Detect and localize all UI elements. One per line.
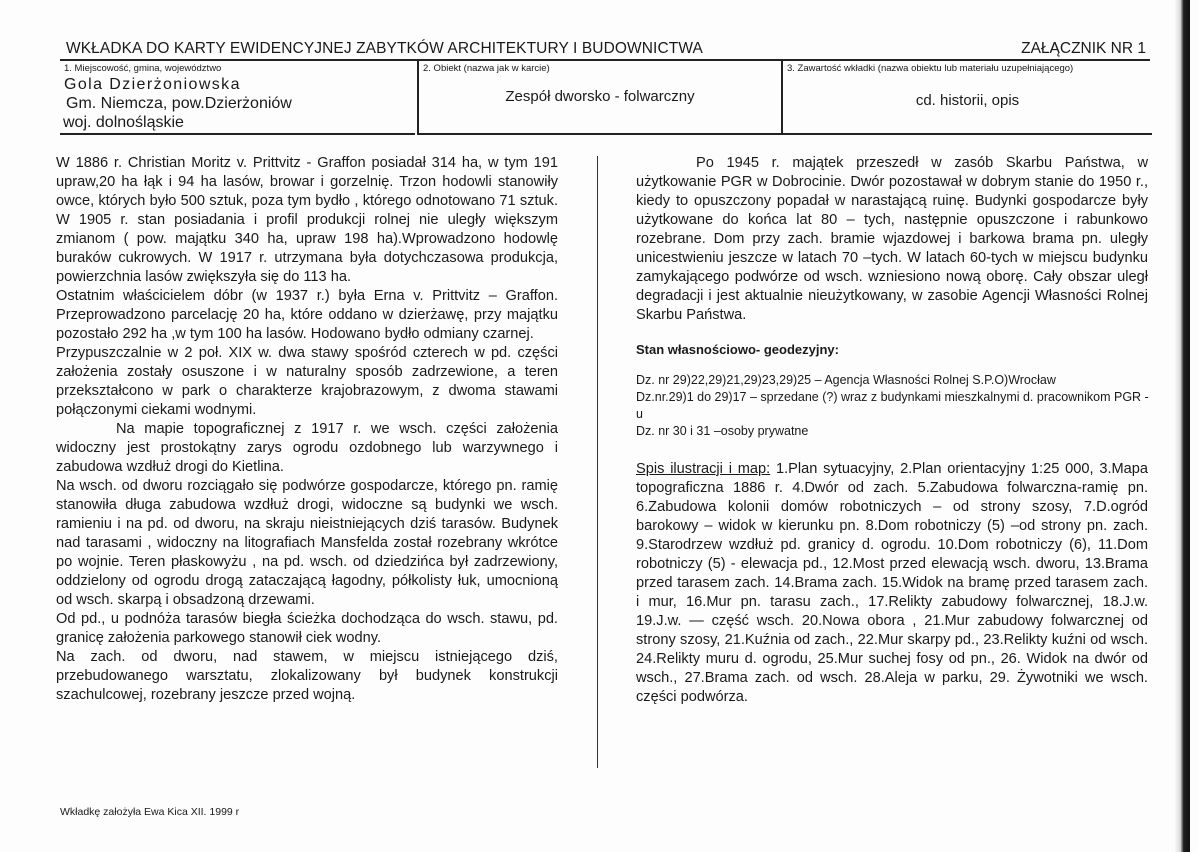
- location-label: 1. Miejscowość, gmina, województwo: [64, 63, 222, 74]
- history-column-right: [636, 154, 1148, 325]
- illustrations-list: [636, 460, 1148, 707]
- history-paragraph: Przypuszczalnie w 2 poł. XIX w. dwa stawy spośród czterech w pd. części założenia zostały osuszone i w naturalny sposób zadrzewione, a teren przekształcono w park o charakterze krajobrazowym, z dwoma stawami połączonymi ciekami wodnymi.: [56, 345, 558, 418]
- illustrations-heading: Spis ilustracji i map:: [636, 461, 771, 477]
- form-title: WKŁADKA DO KARTY EWIDENCYJNEJ ZABYTKÓW ARCHITEKTURY I BUDOWNICTWA: [66, 40, 703, 57]
- illustrations-text: 1.Plan sytuacyjny, 2.Plan orientacyjny 1:25 000, 3.Mapa topograficzna 1886 r. 4.Dwór od zach. 5.Zabudowa folwarczna-ramię pn. 6.Zabudowa kolonii domów robotniczych – od strony szosy, 7.D.ogród barokowy – widok w kierunku pn. 8.Dom robotniczy (5) –od strony pn. zach. 9.Starodrzew wzdłuż pd. granicy d. ogrodu. 10.Dom robotniczy (6), 11.Dom robotniczy (5) - elewacja pd., 12.Most przed elewacją wsch. dworu, 13.Brama przed tarasem zach. 14.Brama zach. 15.Widok na bramę przed tarasem zach. i mur, 16.Mur pn. tarasu zach., 17.Relikty zabudowy folwarcznej, 18.J.w. 19.J.w. — część wsch. 20.Nowa obora , 21.Mur zabudowy folwarcznej od strony szosy, 21.Kuźnia od zach., 22.Mur skarpy pd., 23.Relikty kuźni od wsch. 24.Relikty muru d. ogrodu, 25.Mur suchej fosy od pn., 26. Widok na dwór od wsch., 27.Brama zach. od wsch. 28.Aleja w parku, 29. Żywotniki we wsch. części podwórza.: [636, 461, 1149, 705]
- content-label: 3. Zawartość wkładki (nazwa obiektu lub materiału uzupełniającego): [787, 63, 1074, 74]
- ownership-line: Dz.nr.29)1 do 29)17 – sprzedane (?) wraz z budynkami mieszkalnymi d. pracownikom PGR - u: [636, 390, 1149, 421]
- location-voivodeship: woj. dolnośląskie: [63, 114, 184, 131]
- history-paragraph: Na mapie topograficznej z 1917 r. we wsch. części założenia widoczny jest prostokątny zarys ogrodu ozdobnego lub warzywnego i zabudowa wzdłuż drogi do Kietlina.: [56, 421, 558, 475]
- history-paragraph: Ostatnim właścicielem dóbr (w 1937 r.) była Erna v. Prittvitz – Graffon. Przeprowadzono parcelację 20 ha, które oddano w dzierżawę, przy majątku pozostało 292 ha ,w tym 100 ha lasów. Hodowano bydło odmiany czarnej.: [56, 288, 558, 342]
- column-divider: [597, 156, 598, 768]
- scan-edge: [1174, 0, 1190, 852]
- location-commune: Gm. Niemcza, pow.Dzierżoniów: [66, 95, 292, 112]
- object-label: 2. Obiekt (nazwa jak w karcie): [423, 63, 550, 74]
- annex-number: ZAŁĄCZNIK NR 1: [1021, 40, 1146, 57]
- author-footer: Wkładkę założyła Ewa Kica XII. 1999 r: [60, 806, 240, 818]
- ownership-list: [636, 372, 1150, 440]
- history-paragraph: Od pd., u podnóża tarasów biegła ścieżka dochodząca do wsch. stawu, pd. granicę założenia parkowego stanowił ciek wodny.: [56, 611, 558, 646]
- location-place: Gola Dzierżoniowska: [64, 76, 241, 93]
- content-box: [781, 61, 1152, 135]
- history-column-left: [56, 154, 558, 705]
- history-paragraph: W 1886 r. Christian Moritz v. Prittvitz - Graffon posiadał 314 ha, w tym 191 upraw,20 ha łąk i 94 ha lasów, browar i gorzelnię. Trzon hodowli stanowiły owce, których było 500 sztuk, poza tym bydło , którego odnotowano 71 sztuk. W 1905 r. stan posiadania i profil produkcji rolnej nie uległy większym zmianom ( pow. majątku 340 ha, upraw 198 ha).Wprowadzono hodowlę buraków cukrowych. W 1917 r. utrzymana była dotychczasowa produkcja, powierzchnia lasów zwiększyła się do 113 ha.: [56, 155, 558, 285]
- ownership-line: Dz. nr 30 i 31 –osoby prywatne: [636, 424, 809, 438]
- object-box: [417, 61, 781, 135]
- postwar-paragraph: Po 1945 r. majątek przeszedł w zasób Skarbu Państwa, w użytkowanie PGR w Dobrocinie. Dwór pozostawał w dobrym stanie do 1950 r., kiedy to opuszczony popadał w narastającą ruinę. Budynki gospodarcze były użytkowane do końca lat 80 – tych, następnie opuszczone i rabunkowo rozebrane. Dom przy zach. bramie wjazdowej i barkowa brama pn. uległy unicestwieniu jeszcze w latach 70 –tych. W latach 60-tych w miejscu budynku zamykającego podwórze od wsch. wzniesiono nową oborę. Cały obszar uległ degradacji i jest aktualnie nieużytkowany, w zasobie Agencji Własności Rolnej Skarbu Państwa.: [636, 155, 1148, 323]
- object-value: Zespół dworsko - folwarczny: [505, 88, 695, 105]
- content-value: cd. historii, opis: [915, 92, 1020, 109]
- history-paragraph: Na zach. od dworu, nad stawem, w miejscu istniejącego dziś, przebudowanego warsztatu, zlokalizowany był budynek konstrukcji szachulcowej, rozebrany jeszcze przed wojną.: [56, 649, 558, 703]
- history-paragraph: Na wsch. od dworu rozciągało się podwórze gospodarcze, którego pn. ramię stanowiła długa zabudowa wzdłuż drogi, widoczne są budynki we wsch. ramieniu i na pd. od dworu, na skraju nieistniejących dziś tarasów. Budynek nad tarasami , widoczny na litografiach Mansfelda został rozebrany wkrótce po wojnie. Teren płaskowyżu , na pd. wsch. od dziedzińca był zadrzewiony, oddzielony od ogrodu drogą zataczającą łagodny, półkolisty łuk, umocnioną od wsch. skarpą i obsadzoną drzewami.: [56, 478, 558, 608]
- ownership-heading: Stan własnościowo- geodezyjny:: [636, 342, 839, 357]
- ownership-line: Dz. nr 29)22,29)21,29)23,29)25 – Agencja Własności Rolnej S.P.O)Wrocław: [636, 373, 1056, 387]
- location-box: [60, 61, 415, 135]
